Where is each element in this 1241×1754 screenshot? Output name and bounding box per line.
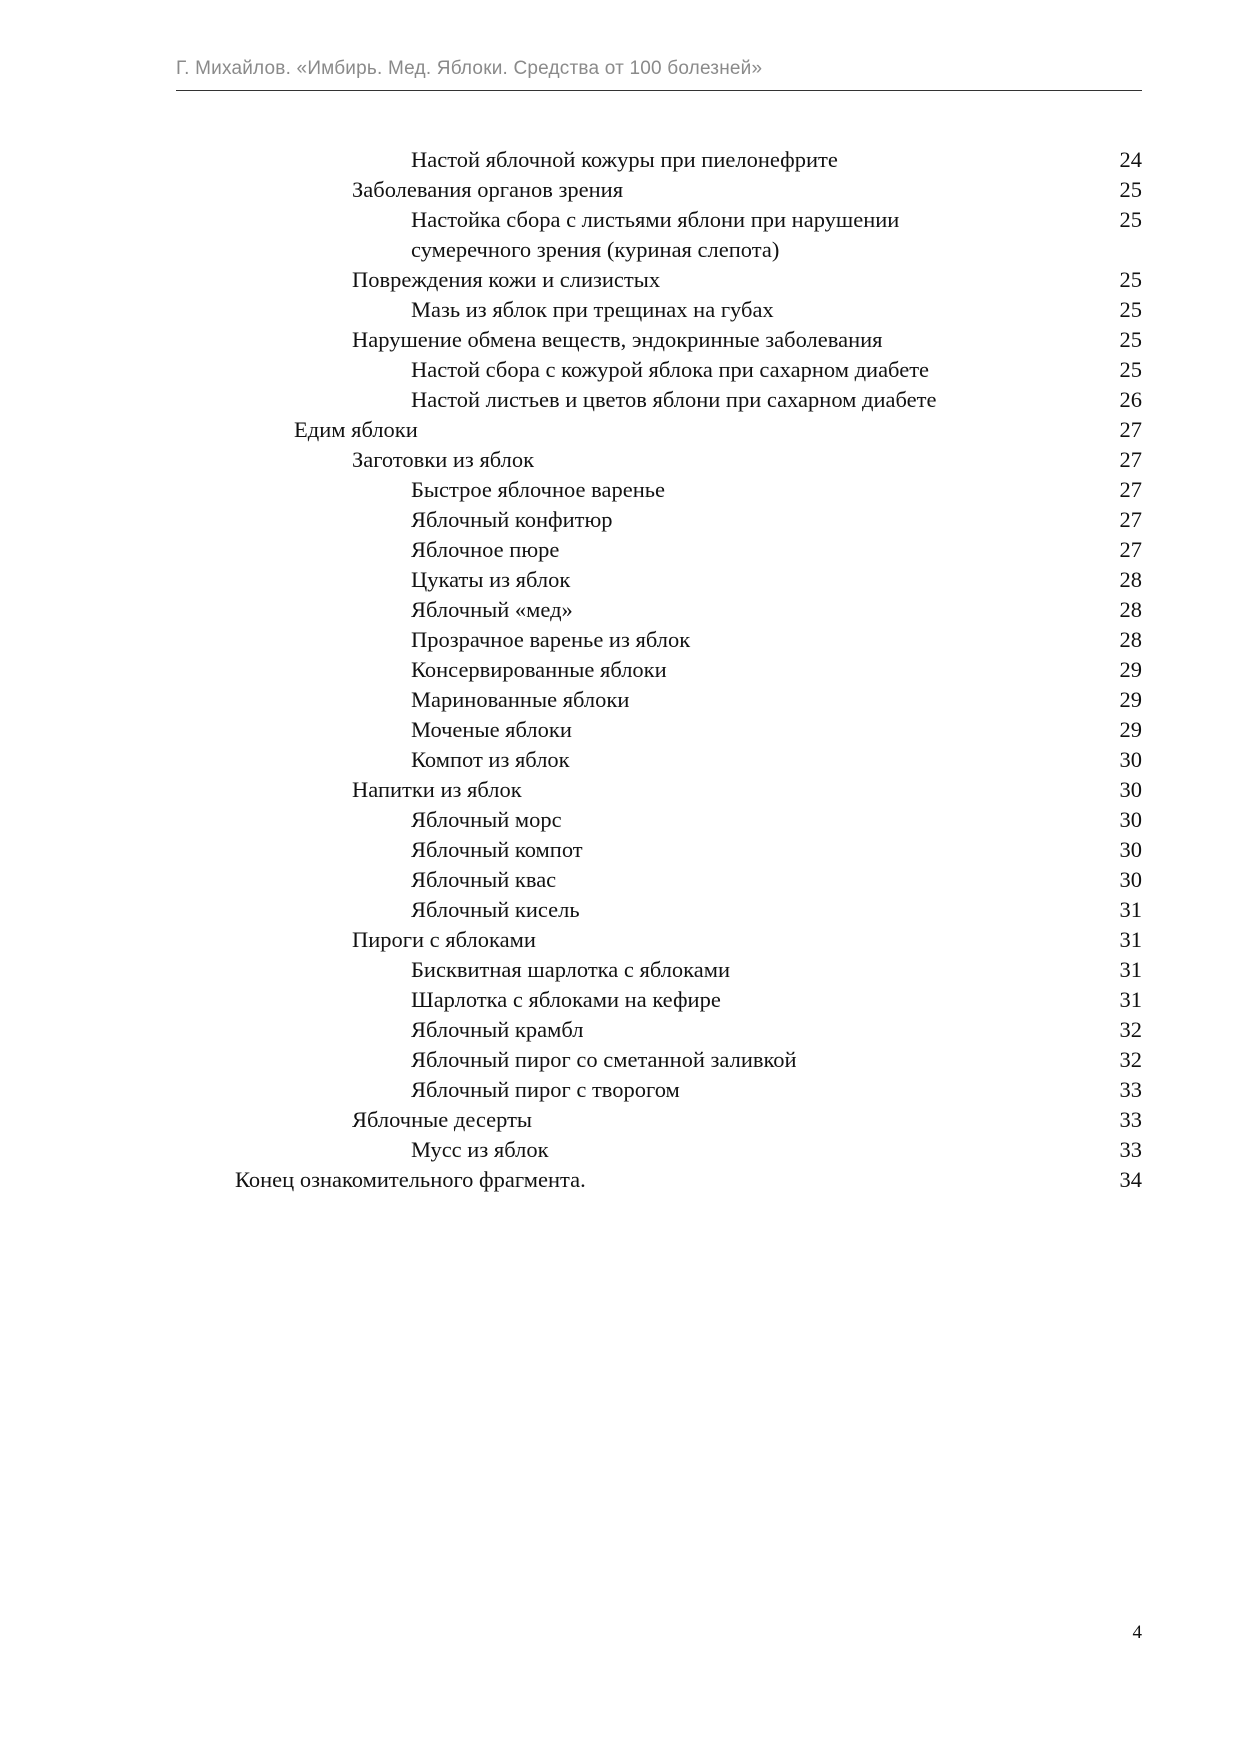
running-header	[176, 56, 1142, 91]
toc-entry[interactable]	[0, 385, 1241, 415]
toc-entry[interactable]	[0, 145, 1241, 175]
toc-entry[interactable]	[0, 415, 1241, 445]
toc-entry-title: Яблочный «мед»	[411, 597, 573, 622]
toc-entry-title: Яблочный пирог с творогом	[411, 1077, 680, 1102]
toc-entry-title: Настой сбора с кожурой яблока при сахарном диабете	[411, 357, 930, 382]
toc-entry-title: Нарушение обмена веществ, эндокринные заболевания	[352, 327, 883, 352]
toc-entry-title: Настой листьев и цветов яблони при сахарном диабете	[411, 387, 937, 412]
toc-entry[interactable]	[0, 625, 1241, 655]
toc-entry-page: 30	[1119, 777, 1142, 802]
toc-entry[interactable]	[0, 505, 1241, 535]
toc-entry-page: 25	[1119, 267, 1142, 292]
toc-entry-page: 24	[1119, 147, 1142, 172]
toc-entry[interactable]	[0, 265, 1241, 295]
toc-entry[interactable]	[0, 565, 1241, 595]
toc-entry[interactable]	[0, 1135, 1241, 1165]
toc-entry-title: Конец ознакомительного фрагмента.	[235, 1167, 586, 1192]
toc-entry-title: Настойка сбора с листьями яблони при нарушении сумеречного зрения (куриная слепота)	[411, 207, 900, 262]
toc-entry-title: Моченые яблоки	[411, 717, 572, 742]
toc-entry-title: Консервированные яблоки	[411, 657, 667, 682]
toc-entry[interactable]	[0, 595, 1241, 625]
toc-entry[interactable]	[0, 955, 1241, 985]
toc-entry-page: 33	[1119, 1107, 1142, 1132]
toc-entry-page: 25	[1119, 327, 1142, 352]
toc-entry-page: 31	[1119, 987, 1142, 1012]
toc-entry-page: 30	[1119, 807, 1142, 832]
toc-entry-page: 31	[1119, 957, 1142, 982]
toc-entry-page: 30	[1119, 837, 1142, 862]
toc-entry-title: Пироги с яблоками	[352, 927, 536, 952]
toc-entry-page: 30	[1119, 867, 1142, 892]
toc-entry[interactable]	[0, 205, 1241, 265]
toc-entry-title: Заготовки из яблок	[352, 447, 535, 472]
page-number: 4	[1132, 1622, 1142, 1643]
toc-entry-page: 25	[1119, 207, 1142, 232]
toc-entry-title: Шарлотка с яблоками на кефире	[411, 987, 721, 1012]
toc-entry-title: Едим яблоки	[294, 417, 418, 442]
toc-entry-page: 34	[1119, 1167, 1142, 1192]
header-title: Г. Михайлов. «Имбирь. Мед. Яблоки. Средства от 100 болезней»	[176, 58, 763, 79]
toc-entry[interactable]	[0, 295, 1241, 325]
toc-entry[interactable]	[0, 1165, 1241, 1195]
table-of-contents	[0, 145, 1241, 1195]
toc-entry-title: Компот из яблок	[411, 747, 570, 772]
toc-entry[interactable]	[0, 715, 1241, 745]
toc-entry[interactable]	[0, 1045, 1241, 1075]
toc-entry[interactable]	[0, 775, 1241, 805]
toc-entry-page: 27	[1119, 447, 1142, 472]
toc-entry-title: Яблочный компот	[411, 837, 583, 862]
toc-entry[interactable]	[0, 535, 1241, 565]
toc-entry-title: Яблочные десерты	[352, 1107, 533, 1132]
toc-entry-title: Яблочное пюре	[411, 537, 560, 562]
toc-entry[interactable]	[0, 445, 1241, 475]
toc-entry-title: Мазь из яблок при трещинах на губах	[411, 297, 774, 322]
toc-entry[interactable]	[0, 355, 1241, 385]
toc-entry-page: 28	[1119, 627, 1142, 652]
toc-entry-page: 31	[1119, 927, 1142, 952]
toc-entry-page: 25	[1119, 357, 1142, 382]
toc-entry-page: 28	[1119, 597, 1142, 622]
toc-entry[interactable]	[0, 325, 1241, 355]
toc-entry-title: Прозрачное варенье из яблок	[411, 627, 691, 652]
toc-entry-page: 27	[1119, 477, 1142, 502]
toc-entry[interactable]	[0, 835, 1241, 865]
toc-entry-title: Яблочный пирог со сметанной заливкой	[411, 1047, 797, 1072]
toc-entry-title: Настой яблочной кожуры при пиелонефрите	[411, 147, 838, 172]
toc-entry[interactable]	[0, 895, 1241, 925]
toc-entry-title: Маринованные яблоки	[411, 687, 630, 712]
toc-entry-page: 27	[1119, 507, 1142, 532]
toc-entry-title: Яблочный кисель	[411, 897, 580, 922]
toc-entry-page: 27	[1119, 417, 1142, 442]
toc-entry-page: 29	[1119, 657, 1142, 682]
toc-entry[interactable]	[0, 985, 1241, 1015]
toc-entry-title: Мусс из яблок	[411, 1137, 549, 1162]
toc-entry-page: 25	[1119, 177, 1142, 202]
toc-entry-page: 33	[1119, 1077, 1142, 1102]
toc-entry[interactable]	[0, 175, 1241, 205]
toc-entry-title: Яблочный квас	[411, 867, 557, 892]
toc-entry-page: 32	[1119, 1047, 1142, 1072]
toc-entry-title: Быстрое яблочное варенье	[411, 477, 665, 502]
toc-entry-page: 26	[1119, 387, 1142, 412]
toc-entry-page: 25	[1119, 297, 1142, 322]
toc-entry-page: 28	[1119, 567, 1142, 592]
toc-entry[interactable]	[0, 805, 1241, 835]
toc-entry[interactable]	[0, 655, 1241, 685]
toc-entry-page: 33	[1119, 1137, 1142, 1162]
toc-entry-page: 31	[1119, 897, 1142, 922]
toc-entry-title: Яблочный морс	[411, 807, 562, 832]
toc-entry-page: 32	[1119, 1017, 1142, 1042]
toc-entry-title: Бисквитная шарлотка с яблоками	[411, 957, 731, 982]
toc-entry[interactable]	[0, 1105, 1241, 1135]
toc-entry[interactable]	[0, 865, 1241, 895]
toc-entry-title: Напитки из яблок	[352, 777, 522, 802]
toc-entry[interactable]	[0, 1075, 1241, 1105]
toc-entry[interactable]	[0, 685, 1241, 715]
toc-entry[interactable]	[0, 475, 1241, 505]
toc-entry[interactable]	[0, 925, 1241, 955]
toc-entry-page: 29	[1119, 687, 1142, 712]
toc-entry-title: Повреждения кожи и слизистых	[352, 267, 661, 292]
toc-entry-title: Яблочный крамбл	[411, 1017, 584, 1042]
toc-entry-title: Заболевания органов зрения	[352, 177, 624, 202]
toc-entry-page: 29	[1119, 717, 1142, 742]
toc-entry-page: 27	[1119, 537, 1142, 562]
toc-entry-title: Цукаты из яблок	[411, 567, 571, 592]
toc-entry-page: 30	[1119, 747, 1142, 772]
toc-entry-title: Яблочный конфитюр	[411, 507, 613, 532]
toc-entry[interactable]	[0, 745, 1241, 775]
toc-entry[interactable]	[0, 1015, 1241, 1045]
